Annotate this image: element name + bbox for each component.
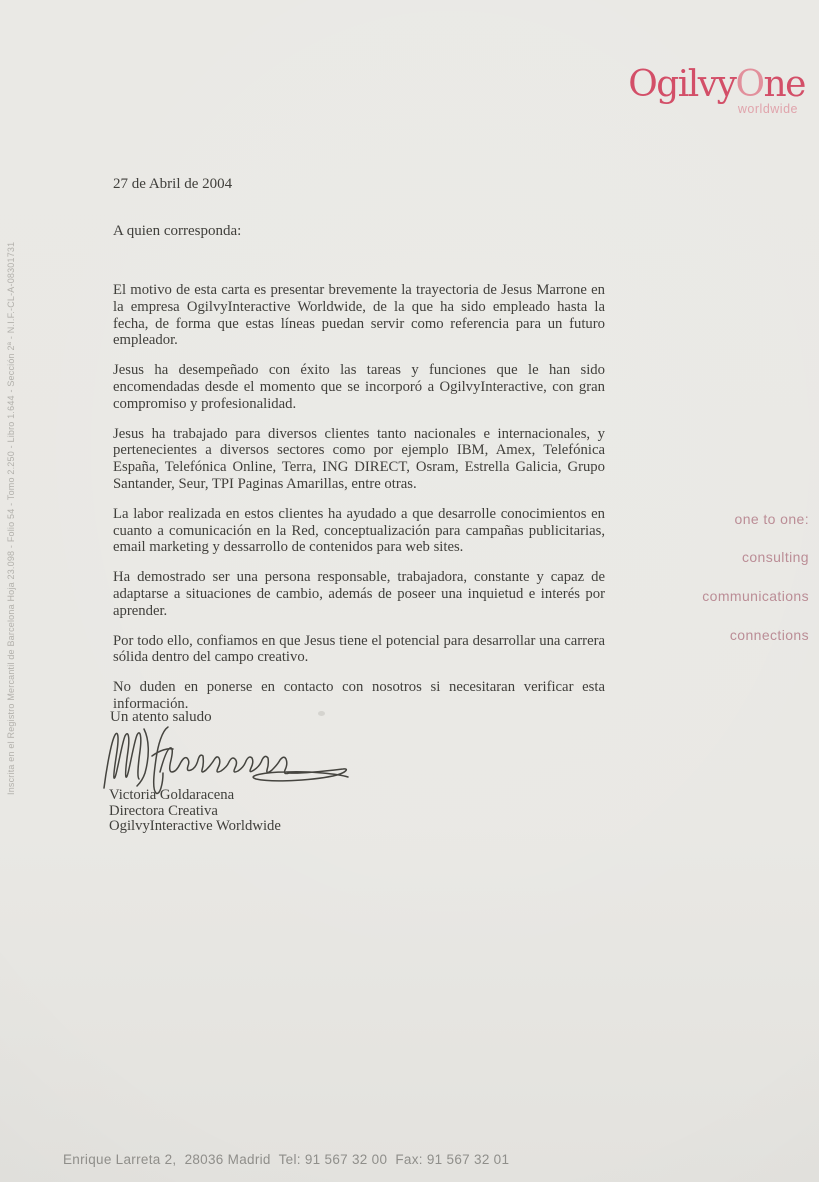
ogilvyone-logo: [628, 64, 805, 105]
paragraph-4: La labor realizada en estos clientes ha ayudado a que desarrolle conocimientos en cuanto a comunicación en la Red, conceptualización para campañas publicitarias, email marketing y dessarrollo de contenidos para web sites.: [113, 505, 605, 556]
signer-name: Victoria Goldaracena: [109, 787, 235, 803]
paragraph-5: Ha demostrado ser una persona responsable, trabajadora, constante y capaz de adaptarse a situaciones de cambio, además de poseer una inquietud e interés por aprender.: [113, 569, 605, 619]
paragraph-3: Jesus ha trabajado para diversos clientes tanto nacionales e internacionales, y pertenecientes a diversos sectores como por ejemplo IBM, Amex, Telefónica España, Telefónica Online, Terra, ING DIRECT, Osram, Estrella Galicia, Grupo Santander, Seur, TPI Paginas Amarillas, entre otras.: [113, 425, 605, 492]
paragraph-2: Jesus ha desempeñado con éxito las tareas y funciones que le han sido encomendadas desde el momento que se incorporó a OgilvyInteractive, con gran compromiso y profesionalidad.: [113, 362, 605, 412]
service-consulting: consulting: [741, 549, 809, 565]
letter-body: [113, 282, 605, 726]
logo-subtitle: worldwide: [737, 102, 798, 116]
registry-note: Inscrita en el Registro Mercantil de Barcelona Hoja 23.098 - Folio 54 - Tomo 2.250 - Libro 1.644 - Sección 2ª - N.I.F.-CL-A-08301731: [6, 241, 16, 795]
paragraph-7: No duden en ponerse en contacto con nosotros si necesitaran verificar esta información.: [113, 679, 605, 712]
letter-closing: Un atento saludo: [110, 709, 212, 725]
logo-text-ogilvy: Ogilvy: [628, 64, 736, 105]
paper-smudge: [318, 711, 325, 716]
signer-title: Directora Creativa: [109, 802, 218, 819]
letter-date: 27 de Abril de 2004: [113, 176, 233, 192]
service-connections: connections: [729, 627, 809, 643]
paragraph-1: El motivo de esta carta es presentar brevemente la trayectoria de Jesus Marrone en la empresa OgilvyInteractive Worldwide, de la que ha sido empleado hasta la fecha, de forma que estas líneas puedan servir como referencia para un futuro empleador.: [113, 282, 605, 349]
service-communications: communications: [702, 588, 809, 604]
logo-text-o: O: [735, 64, 764, 105]
service-one-to-one: one to one:: [734, 511, 809, 527]
signer-block: [109, 788, 281, 835]
letter-salutation: A quien corresponda:: [113, 223, 242, 239]
signer-company: OgilvyInteractive Worldwide: [109, 818, 281, 835]
footer-contact: Enrique Larreta 2, 28036 Madrid Tel: 91 567 32 00 Fax: 91 567 32 01: [63, 1152, 510, 1167]
logo-text-ne: ne: [763, 64, 805, 105]
paragraph-6: Por todo ello, confiamos en que Jesus tiene el potencial para desarrollar una carrera sólida dentro del campo creativo.: [113, 632, 605, 666]
